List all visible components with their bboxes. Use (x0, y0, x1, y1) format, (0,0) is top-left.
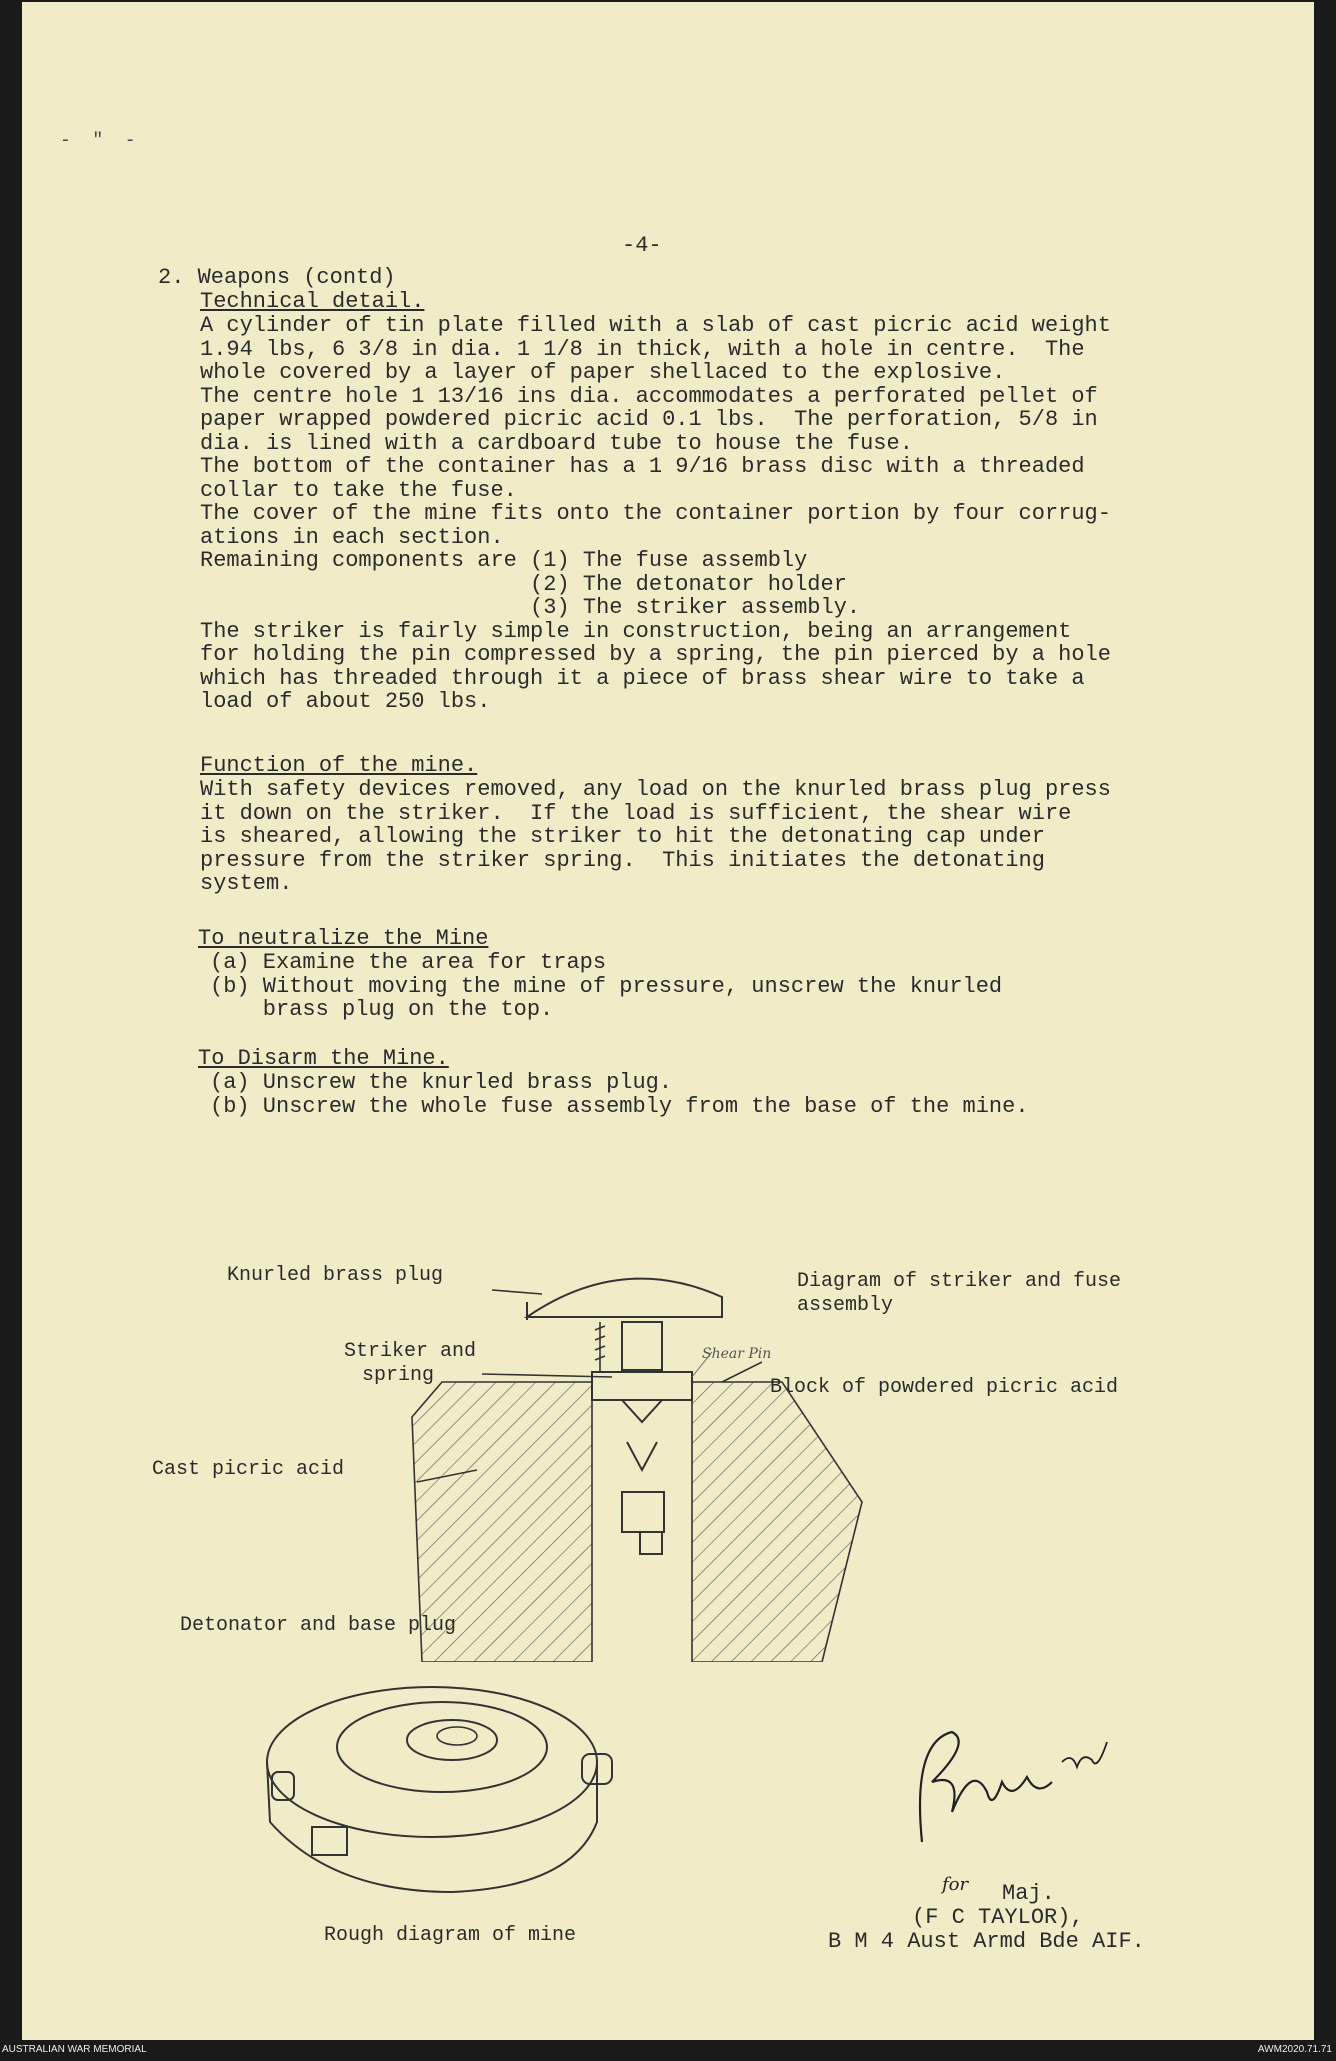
signature-rank: Maj. (1002, 1881, 1055, 1906)
function-line: is sheared, allowing the striker to hit the detonating cap under (200, 824, 1045, 849)
technical-line: for holding the pin compressed by a spring, the pin pierced by a hole (200, 642, 1111, 667)
rough-diagram-caption: Rough diagram of mine (324, 1924, 577, 1947)
signature-for: for (942, 1874, 969, 1895)
footer-left: AUSTRALIAN WAR MEMORIAL (2, 2044, 147, 2055)
document-page (22, 2, 1314, 2040)
label-striker-1: Striker and (344, 1340, 477, 1363)
striker-fuse-diagram (22, 1242, 1314, 1662)
page-number: -4- (622, 233, 662, 258)
rough-mine-diagram (252, 1652, 712, 1922)
neutralize-line: (b) Without moving the mine of pressure, unscrew the knurled (210, 973, 1003, 999)
function-line: system. (200, 871, 293, 896)
function-line: With safety devices removed, any load on the knurled brass plug press (200, 777, 1111, 802)
technical-line: load of about 250 lbs. (200, 689, 491, 714)
neutralize-line: (a) Examine the area for traps (210, 950, 607, 975)
stray-marks: - " - (60, 131, 136, 151)
label-shear-pin: Shear Pin (702, 1346, 772, 1362)
disarm-heading: To Disarm the Mine. (198, 1046, 449, 1071)
technical-line: (2) The detonator holder (200, 571, 847, 597)
technical-line: whole covered by a layer of paper shellaced to the explosive. (200, 360, 1006, 385)
neutralize-heading: To neutralize the Mine (198, 926, 489, 951)
technical-line: The striker is fairly simple in construction, being an arrangement (200, 618, 1072, 644)
technical-line: Remaining components are (1) The fuse assembly (200, 548, 808, 573)
technical-line: dia. is lined with a cardboard tube to house the fuse. (200, 430, 913, 456)
technical-line: A cylinder of tin plate filled with a slab of cast picric acid weight (200, 313, 1111, 338)
signature-name: (F C TAYLOR), (912, 1905, 1084, 1930)
label-knurled-plug: Knurled brass plug (227, 1264, 444, 1287)
technical-heading: Technical detail. (200, 289, 425, 314)
technical-line: 1.94 lbs, 6 3/8 in dia. 1 1/8 in thick, with a hole in centre. The (200, 336, 1085, 362)
label-cast-picric: Cast picric acid (152, 1458, 345, 1481)
disarm-line: (b) Unscrew the whole fuse assembly from the base of the mine. (210, 1093, 1029, 1119)
function-line: it down on the striker. If the load is sufficient, the shear wire (200, 800, 1072, 826)
technical-line: ations in each section. (200, 524, 504, 550)
function-line: pressure from the striker spring. This initiates the detonating (200, 847, 1045, 873)
technical-line: The centre hole 1 13/16 ins dia. accommodates a perforated pellet of (200, 383, 1098, 409)
disarm-line: (a) Unscrew the knurled brass plug. (210, 1070, 673, 1095)
section-heading: 2. Weapons (contd) (158, 265, 396, 290)
function-heading: Function of the mine. (200, 753, 478, 778)
signature-appointment: B M 4 Aust Armd Bde AIF. (828, 1929, 1145, 1954)
technical-line: The cover of the mine fits onto the container portion by four corrug- (200, 501, 1111, 526)
label-detonator: Detonator and base plug (180, 1614, 457, 1637)
technical-line: The bottom of the container has a 1 9/16 brass disc with a threaded (200, 454, 1085, 479)
technical-line: which has threaded through it a piece of brass shear wire to take a (200, 665, 1085, 691)
neutralize-line: brass plug on the top. (210, 997, 554, 1022)
diagram-title-line1: Diagram of striker and fuse (797, 1270, 1122, 1293)
handwritten-signature (892, 1722, 1152, 1862)
diagram-title-line2: assembly (797, 1294, 894, 1317)
technical-line: (3) The striker assembly. (200, 595, 861, 620)
technical-line: collar to take the fuse. (200, 477, 517, 503)
technical-line: paper wrapped powdered picric acid 0.1 lbs. The perforation, 5/8 in (200, 407, 1098, 432)
label-striker-2: spring (362, 1364, 435, 1387)
footer-right: AWM2020.71.71 (1257, 2044, 1332, 2055)
label-powdered-block: Block of powdered picric acid (770, 1376, 1119, 1399)
